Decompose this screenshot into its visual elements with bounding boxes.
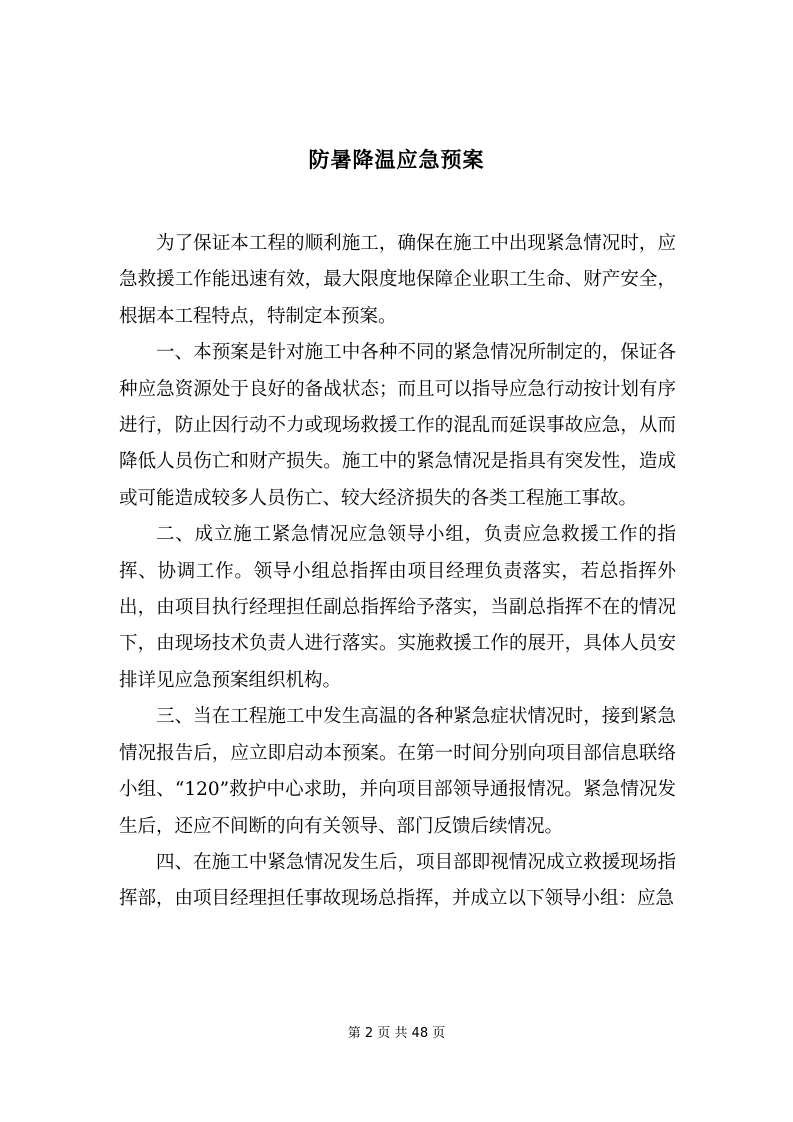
document-body [119, 226, 676, 918]
paragraph-intro: 为了保证本工程的顺利施工，确保在施工中出现紧急情况时，应急救援工作能迅速有效，最大限度地保障企业职工生命、财产安全，根据本工程特点，特制定本预案。 [119, 233, 676, 327]
paragraph-section-1: 一、本预案是针对施工中各种不同的紧急情况所制定的，保证各种应急资源处于良好的备战状态；而且可以指导应急行动按计划有序进行，防止因行动不力或现场救援工作的混乱而延误事故应急，从而降低人员伤亡和财产损失。施工中的紧急情况是指具有突发性，造成或可能造成较多人员伤亡、较大经济损失的各类工程施工事故。 [119, 342, 676, 509]
paragraph-section-2: 二、成立施工紧急情况应急领导小组，负责应急救援工作的指挥、协调工作。领导小组总指挥由项目经理负责落实，若总指挥外出，由项目执行经理担任副总指挥给予落实，当副总指挥不在的情况下，由现场技术负责人进行落实。实施救援工作的展开，具体人员安排详见应急预案组织机构。 [119, 524, 676, 691]
paragraph-section-3: 三、当在工程施工中发生高温的各种紧急症状情况时，接到紧急情况报告后，应立即启动本预案。在第一时间分别向项目部信息联络小组、“120”救护中心求助，并向项目部领导通报情况。紧急情况发生后，还应不间断的向有关领导、部门反馈后续情况。 [119, 706, 676, 837]
page-number-footer: 第 2 页 共 48 页 [347, 1026, 446, 1041]
paragraph-section-4: 四、在施工中紧急情况发生后，项目部即视情况成立救援现场指挥部，由项目经理担任事故现场总指挥，并成立以下领导小组：应急 [119, 851, 676, 910]
document-title: 防暑降温应急预案 [308, 147, 485, 172]
